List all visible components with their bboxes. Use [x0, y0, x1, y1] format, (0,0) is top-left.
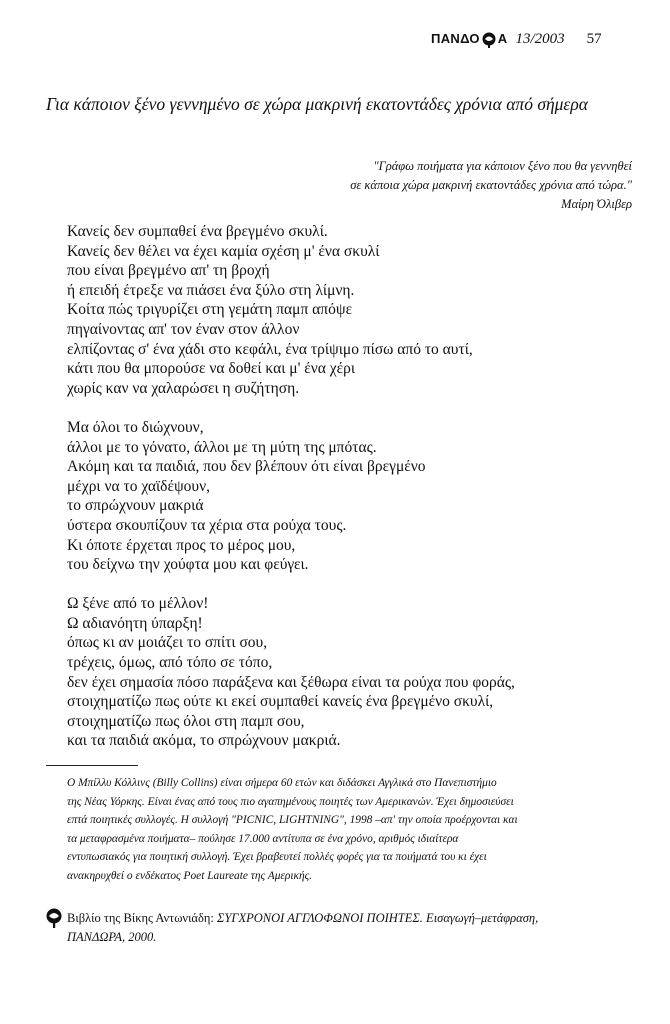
- poem-line: που είναι βρεγμένο απ' τη βροχή: [67, 262, 270, 280]
- poem-line: και τα παιδιά ακόμα, το σπρώχνουν μακριά.: [67, 732, 341, 750]
- bibliography-prefix: Βιβλίο της Βίκης Αντωνιάδη:: [67, 911, 218, 925]
- author-footnote: [67, 774, 632, 885]
- footnote-line: της Νέας Υόρκης. Είναι ένας από τους πιο αγαπημένους ποιητές των Αμερικανών. Έχει δημοσιεύσει: [67, 795, 514, 808]
- poem-line: Ω αδιανόητη ύπαρξη!: [67, 614, 203, 632]
- poem-line: Κι όποτε έρχεται προς το μέρος μου,: [67, 536, 296, 554]
- stanza-1: [67, 222, 647, 398]
- poem-line: Ω ξένε από το μέλλον!: [67, 595, 209, 613]
- pandora-emblem-icon: [481, 32, 497, 48]
- poem-line: πηγαίνοντας απ' τον έναν στον άλλον: [67, 320, 300, 338]
- poem-line: ή επειδή έτρεξε να πιάσει ένα ξύλο στη λίμνη.: [67, 281, 355, 299]
- poem-line: χωρίς καν να χαλαρώσει η συζήτηση.: [67, 379, 300, 397]
- bibliography-text: [67, 909, 538, 947]
- epigraph: [232, 157, 632, 214]
- journal-name-right: Α: [497, 30, 508, 46]
- pandora-emblem-icon: [44, 908, 64, 928]
- poem-line: το σπρώχνουν μακριά: [67, 497, 204, 515]
- epigraph-line: "Γράφω ποιήματα για κάποιον ξένο που θα γεννηθεί: [373, 159, 632, 173]
- poem-line: κάτι που θα μπορούσε να δοθεί και μ' ένα χέρι: [67, 360, 356, 378]
- poem-line: Κανείς δεν θέλει να έχει καμία σχέση μ' ένα σκυλί: [67, 242, 380, 260]
- journal-name-left: ΠΑΝΔΟ: [431, 30, 480, 46]
- poem-line: ύστερα σκουπίζουν τα χέρια στα ρούχα τους.: [67, 516, 347, 534]
- footnote-line: εντυπωσιακός για ποιητική συλλογή. Έχει βραβευτεί πολλές φορές για τα ποιήματά του κι έχει: [67, 851, 487, 863]
- poem-line: Μα όλοι το διώχνουν,: [67, 418, 204, 436]
- poem-line: Ακόμη και τα παιδιά, που δεν βλέπουν ότι είναι βρεγμένο: [67, 458, 426, 476]
- poem-line: μέχρι να το χαϊδέψουν,: [67, 477, 210, 495]
- poem-line: του δείχνω την χούφτα μου και φεύγει.: [67, 556, 309, 574]
- footnote-line: Ο Μπίλλυ Κόλλινς (Billy Collins) είναι σήμερα 60 ετών και διδάσκει Αγγλικά στο Πανεπιστήμιο: [67, 777, 497, 789]
- footnote-divider: [46, 765, 138, 766]
- stanza-2: [67, 418, 647, 575]
- poem-line: όπως κι αν μοιάζει το σπίτι σου,: [67, 634, 268, 652]
- running-header: [431, 30, 602, 48]
- stanza-3: [67, 594, 647, 751]
- poem-line: τρέχεις, όμως, από τόπο σε τόπο,: [67, 654, 273, 672]
- publisher-line: ΠΑΝΔΩΡΑ, 2000.: [67, 930, 157, 944]
- page-number: 57: [586, 30, 602, 47]
- poem-title: Για κάποιον ξένο γεννημένο σε χώρα μακρινή εκατοντάδες χρόνια από σήμερα: [46, 94, 588, 114]
- footnote-line: ανακηρυχθεί ο ενδέκατος Poet Laureate της Αμερικής.: [67, 869, 313, 882]
- poem-line: Κοίτα πώς τριγυρίζει στη γεμάτη παμπ απόψε: [67, 301, 353, 319]
- poem-body: [67, 222, 647, 771]
- footnote-line: τα μεταφρασμένα ποιήματα– πούλησε 17.000 αντίτυπα σε ένα χρόνο, αριθμός ιδιαίτερα: [67, 832, 459, 845]
- poem-line: ελπίζοντας σ' ένα χάδι στο κεφάλι, ένα τρίψιμο πίσω από το αυτί,: [67, 340, 473, 358]
- poem-line: δεν έχει σημασία πόσο παράξενα και ξέθωρα είναι τα ρούχα που φοράς,: [67, 673, 515, 691]
- poem-line: Κανείς δεν συμπαθεί ένα βρεγμένο σκυλί.: [67, 223, 328, 240]
- bibliography-note: [44, 909, 644, 947]
- issue-number: 13/2003: [515, 30, 565, 47]
- poem-line: άλλοι με το γόνατο, άλλοι με τη μύτη της μπότας.: [67, 438, 377, 456]
- journal-logo: [431, 30, 507, 46]
- poem-line: στοιχηματίζω πως ούτε κι εκεί συμπαθεί κανείς ένα βρεγμένο σκυλί,: [67, 693, 494, 711]
- book-title: ΣΥΓΧΡΟΝΟΙ ΑΓΓΛΟΦΩΝΟΙ ΠΟΙΗΤΕΣ. Εισαγωγή–μετάφραση,: [217, 911, 539, 925]
- poem-line: στοιχηματίζω πως όλοι στη παμπ σου,: [67, 712, 305, 730]
- epigraph-line: σε κάποια χώρα μακρινή εκατοντάδες χρόνια από τώρα.": [350, 178, 632, 192]
- epigraph-author: Μαίρη Όλιβερ: [561, 197, 632, 211]
- footnote-line: επτά ποιητικές συλλογές. Η συλλογή "PICNIC, LIGHTNING", 1998 –απ' την οποία προέρχονται και: [67, 814, 518, 826]
